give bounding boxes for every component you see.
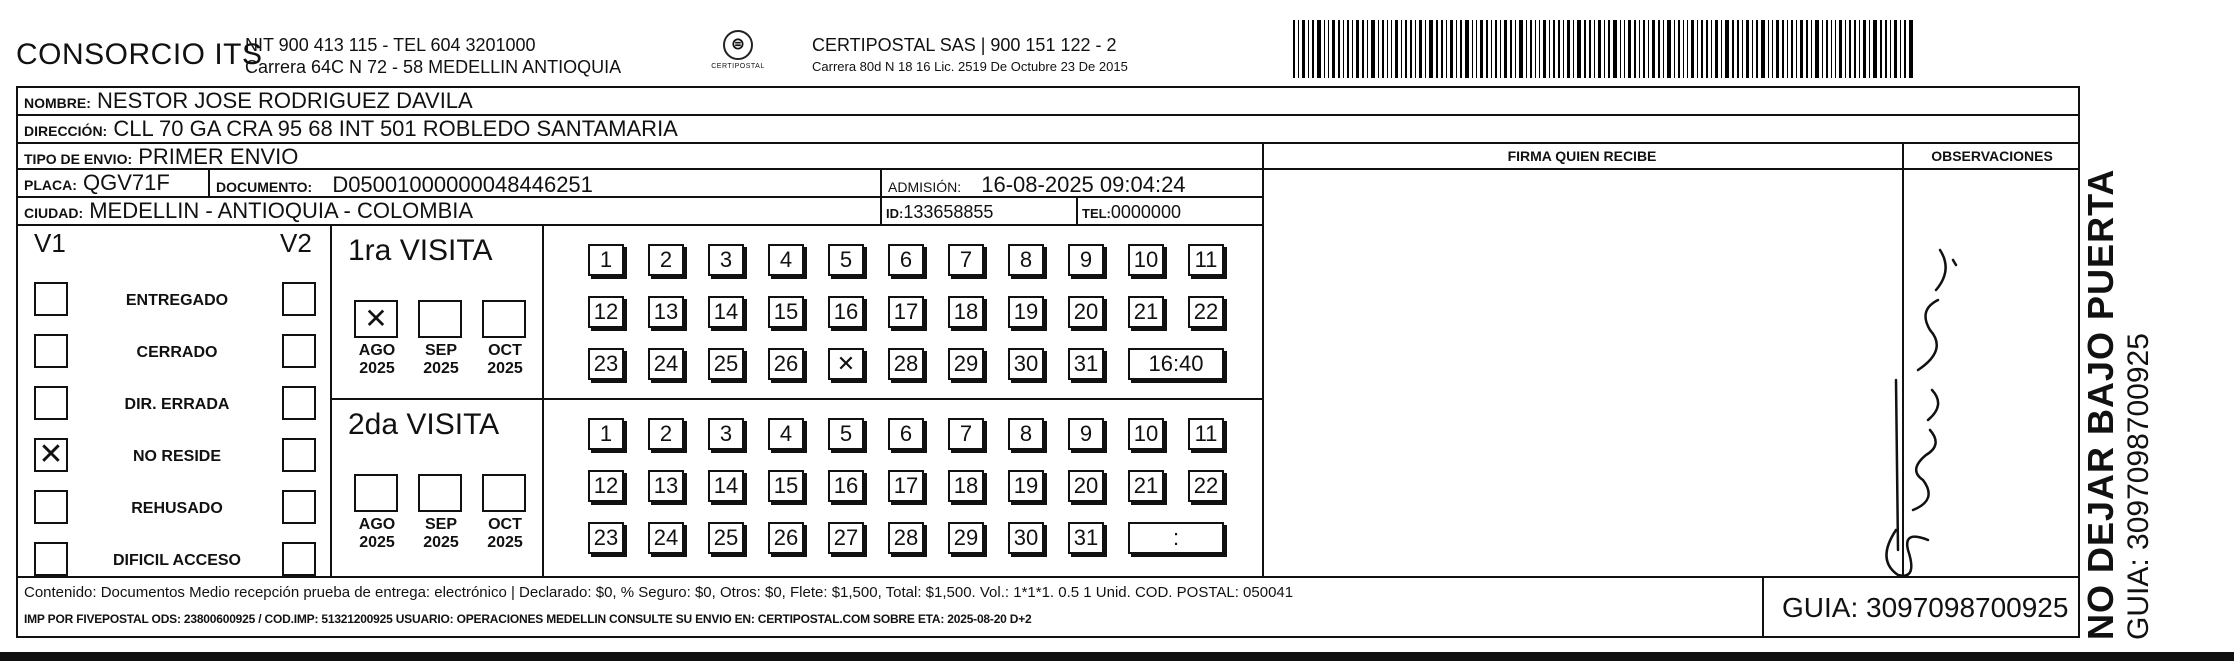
company-address: Carrera 64C N 72 - 58 MEDELLIN ANTIOQUIA (245, 57, 622, 77)
status-label: DIFICIL ACCESO (112, 552, 241, 569)
day-box[interactable]: 22 (1188, 470, 1224, 502)
placa-divider (208, 170, 210, 198)
day-box[interactable]: 5 (828, 244, 864, 276)
day-box[interactable]: 22 (1188, 296, 1224, 328)
day-box[interactable]: 20 (1068, 296, 1104, 328)
documento-field (216, 172, 593, 200)
v1-checkbox[interactable] (34, 490, 68, 524)
guia-divider (1762, 576, 1764, 638)
day-box[interactable]: 15 (768, 296, 804, 328)
v1-checkbox[interactable] (34, 334, 68, 368)
footer-contenido: Contenido: Documentos Medio recepción prueba de entrega: electrónico | Declarado: $0, % Seguro: $0, Otros: $0, Flete: $1,500, Total: $1,500. Vol.: 1*1*1. 0.5 1 Unid. COD. POSTAL: 050041 (24, 584, 1294, 601)
direccion-row (18, 116, 2078, 144)
tipo-row (18, 144, 1262, 170)
months-divider (542, 226, 544, 576)
barcode (1293, 20, 1926, 78)
day-box[interactable]: 31 (1068, 348, 1104, 380)
day-box[interactable]: 16 (828, 470, 864, 502)
v1-checkbox[interactable] (34, 282, 68, 316)
day-box[interactable]: 27 (828, 522, 864, 554)
id-field (886, 202, 993, 223)
side-notice-text: NO DEJAR BAJO PUERTA (2080, 168, 2121, 640)
tipo-value: PRIMER ENVIO (138, 144, 299, 169)
ciudad-label: CIUDAD: (24, 205, 84, 221)
status-label: NO RESIDE (132, 448, 221, 465)
first-visit-title: 1ra VISITA (348, 234, 493, 267)
day-box[interactable]: 3 (708, 244, 744, 276)
status-label: CERRADO (136, 344, 218, 361)
day-box[interactable]: 30 (1008, 348, 1044, 380)
side-guia: GUIA: 3097098700925 (2122, 333, 2155, 640)
direccion-label: DIRECCIÓN: (24, 123, 108, 139)
day-box[interactable]: 3 (708, 418, 744, 450)
day-box[interactable]: 29 (948, 522, 984, 554)
carrier-address: Carrera 80d N 18 16 Lic. 2519 De Octubre 23 De 2015 (812, 59, 1128, 74)
tel-divider (1076, 198, 1078, 226)
v1-checkbox[interactable] (34, 386, 68, 420)
day-box[interactable]: 15 (768, 470, 804, 502)
status-label: DIR. ERRADA (124, 396, 230, 413)
second-visit-title: 2da VISITA (348, 408, 500, 441)
month-label: SEP 2025 (423, 342, 459, 377)
company-nit: NIT 900 413 115 - TEL 604 3201000 (245, 35, 536, 55)
time-box[interactable]: : (1128, 522, 1224, 554)
day-box[interactable]: 25 (708, 522, 744, 554)
status-label: REHUSADO (131, 500, 223, 517)
day-box[interactable]: 17 (888, 470, 924, 502)
tel-value: 0000000 (1110, 202, 1181, 222)
month-checkbox[interactable] (354, 474, 398, 512)
status-label: ENTREGADO (125, 292, 229, 309)
day-box[interactable]: 11 (1188, 244, 1224, 276)
day-box[interactable]: 19 (1008, 470, 1044, 502)
day-box[interactable]: 4 (768, 418, 804, 450)
documento-value: D05001000000048446251 (332, 172, 593, 197)
bottom-edge (0, 652, 2234, 661)
nombre-label: NOMBRE: (24, 95, 91, 111)
day-box[interactable]: 30 (1008, 522, 1044, 554)
footer-imp: IMP POR FIVEPOSTAL ODS: 23800600925 / COD.IMP: 51321200925 USUARIO: OPERACIONES MEDELLIN CONSULTE SU ENVIO EN: CERTIPOSTAL.COM SOBRE ETA: 2025-08-20 D+2 (24, 612, 1032, 626)
day-box[interactable]: 1 (588, 244, 624, 276)
day-box[interactable]: 6 (888, 244, 924, 276)
company-name: CONSORCIO ITS (16, 38, 263, 71)
month-label: AGO 2025 (358, 342, 396, 377)
day-box[interactable]: 24 (648, 522, 684, 554)
status-divider (330, 226, 332, 576)
day-box[interactable]: 4 (768, 244, 804, 276)
month-checkbox[interactable] (418, 300, 462, 338)
placa-label: PLACA: (24, 177, 77, 193)
day-box[interactable]: 18 (948, 470, 984, 502)
direccion-value: CLL 70 GA CRA 95 68 INT 501 ROBLEDO SANTAMARIA (113, 116, 678, 141)
month-label: OCT 2025 (487, 516, 523, 551)
day-box[interactable]: 9 (1068, 418, 1104, 450)
documento-label: DOCUMENTO: (216, 179, 313, 195)
carrier-info (812, 34, 1128, 78)
company-info (245, 34, 621, 78)
day-box[interactable]: 7 (948, 418, 984, 450)
day-box[interactable]: 11 (1188, 418, 1224, 450)
day-box[interactable]: 2 (648, 418, 684, 450)
day-box[interactable]: 5 (828, 418, 864, 450)
footer-top-line (18, 576, 2080, 578)
day-box[interactable]: 16 (828, 296, 864, 328)
logo-text: CERTIPOSTAL (711, 63, 765, 70)
month-checkbox[interactable]: ✕ (354, 300, 398, 338)
day-box[interactable]: 12 (588, 296, 624, 328)
day-box[interactable]: 19 (1008, 296, 1044, 328)
admision-field (888, 172, 1186, 200)
day-box[interactable]: 14 (708, 470, 744, 502)
v2-checkbox[interactable] (282, 542, 316, 576)
day-box[interactable]: 6 (888, 418, 924, 450)
v2-checkbox[interactable] (282, 490, 316, 524)
handwritten-signature (1868, 230, 1988, 590)
delivery-form (16, 86, 2080, 638)
id-divider (880, 198, 882, 226)
nombre-value: NESTOR JOSE RODRIGUEZ DAVILA (97, 88, 473, 113)
admision-label: ADMISIÓN: (888, 179, 962, 195)
day-box[interactable]: 14 (708, 296, 744, 328)
carrier-name: CERTIPOSTAL SAS | 900 151 122 - 2 (812, 35, 1117, 55)
day-box[interactable]: 21 (1128, 470, 1164, 502)
v1-checkbox[interactable] (34, 542, 68, 576)
day-box[interactable]: 10 (1128, 244, 1164, 276)
ciudad-value: MEDELLIN - ANTIOQUIA - COLOMBIA (89, 198, 474, 223)
visit-divider (330, 398, 1262, 400)
admision-value: 16-08-2025 09:04:24 (981, 172, 1186, 197)
day-box[interactable]: 23 (588, 348, 624, 380)
month-checkbox[interactable] (482, 300, 526, 338)
month-label: SEP 2025 (423, 516, 459, 551)
day-box[interactable]: 17 (888, 296, 924, 328)
tipo-label: TIPO DE ENVIO: (24, 151, 133, 167)
day-box[interactable]: 8 (1008, 244, 1044, 276)
day-box[interactable]: 23 (588, 522, 624, 554)
day-box[interactable]: 28 (888, 348, 924, 380)
v2-checkbox[interactable] (282, 438, 316, 472)
day-box[interactable]: 1 (588, 418, 624, 450)
day-box[interactable]: 21 (1128, 296, 1164, 328)
tel-field (1082, 202, 1181, 223)
day-box[interactable]: 31 (1068, 522, 1104, 554)
firma-header-line (1262, 168, 2080, 170)
day-box[interactable]: 26 (768, 348, 804, 380)
day-box[interactable]: 7 (948, 244, 984, 276)
month-checkbox[interactable] (482, 474, 526, 512)
day-box[interactable]: 2 (648, 244, 684, 276)
day-box[interactable]: 28 (888, 522, 924, 554)
day-box[interactable]: ✕ (828, 348, 864, 380)
month-checkbox[interactable] (418, 474, 462, 512)
v2-checkbox[interactable] (282, 386, 316, 420)
time-box[interactable]: 16:40 (1128, 348, 1224, 380)
day-box[interactable]: 29 (948, 348, 984, 380)
admision-divider (880, 170, 882, 198)
day-box[interactable]: 12 (588, 470, 624, 502)
observaciones-label: OBSERVACIONES (1931, 148, 2053, 164)
v2-checkbox[interactable] (282, 282, 316, 316)
nombre-row (18, 88, 2078, 116)
v1-header: V1 (34, 228, 66, 258)
v1-checkbox[interactable]: ✕ (34, 438, 68, 472)
firma-label: FIRMA QUIEN RECIBE (1507, 148, 1657, 164)
day-box[interactable]: 25 (708, 348, 744, 380)
placa-value: QGV71F (83, 170, 170, 195)
day-box[interactable]: 18 (948, 296, 984, 328)
day-box[interactable]: 13 (648, 296, 684, 328)
footer-guia: GUIA: 3097098700925 (1782, 592, 2069, 623)
day-box[interactable]: 24 (648, 348, 684, 380)
month-label: OCT 2025 (487, 342, 523, 377)
side-notice (2080, 169, 2156, 640)
v2-header: V2 (280, 228, 312, 258)
tel-label: TEL: (1082, 206, 1111, 221)
month-label: AGO 2025 (358, 516, 396, 551)
logo-mark-icon: ⊜ (723, 30, 753, 60)
certipostal-logo (706, 30, 770, 90)
id-value: 133658855 (903, 202, 994, 222)
v2-checkbox[interactable] (282, 334, 316, 368)
firma-left-border (1262, 144, 1264, 576)
day-box[interactable]: 10 (1128, 418, 1164, 450)
id-label: ID: (886, 206, 904, 221)
day-box[interactable]: 26 (768, 522, 804, 554)
day-box[interactable]: 20 (1068, 470, 1104, 502)
day-box[interactable]: 9 (1068, 244, 1104, 276)
day-box[interactable]: 8 (1008, 418, 1044, 450)
day-box[interactable]: 13 (648, 470, 684, 502)
